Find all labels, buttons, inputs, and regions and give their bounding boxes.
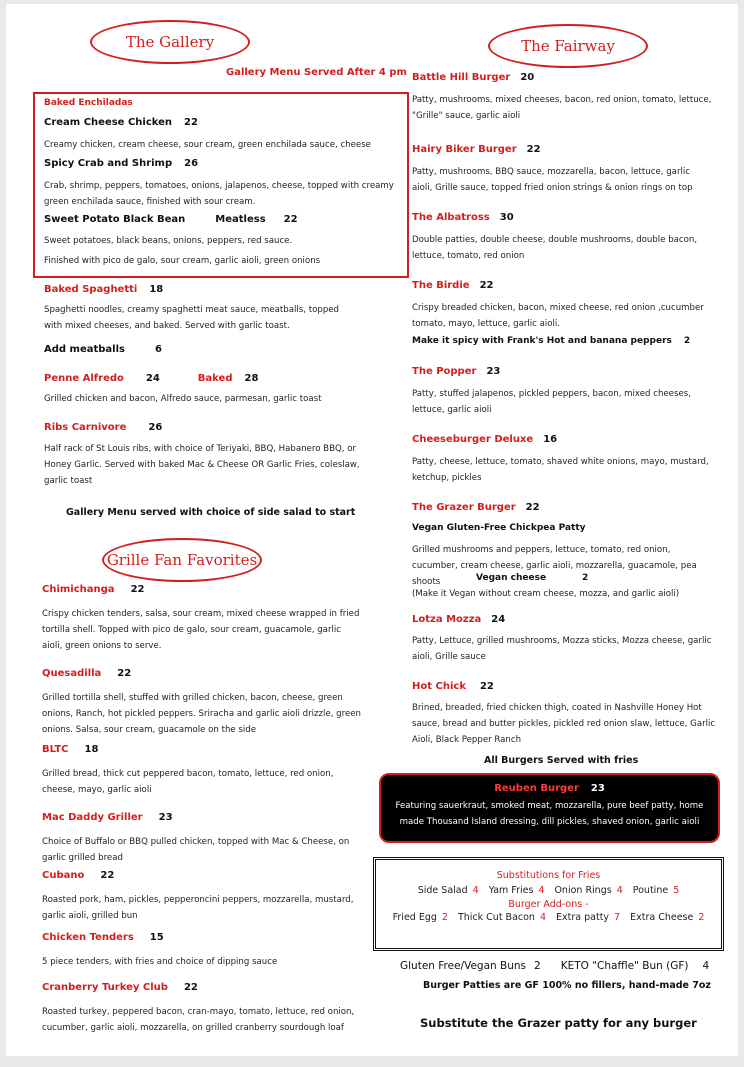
item-price: 22 xyxy=(183,982,198,993)
item-desc: Patty, Lettuce, grilled mushrooms, Mozza sticks, Mozza cheese, garlic aioli, Grille sauce xyxy=(412,636,712,662)
item-name: Spicy Crab and Shrimp 26 xyxy=(44,158,199,169)
reuben-box xyxy=(379,773,720,843)
item-desc: Choice of Buffalo or BBQ pulled chicken, topped with Mac & Cheese, on garlic grilled bread xyxy=(42,837,350,863)
item-name: Baked Spaghetti 18 xyxy=(44,284,164,295)
item-price: 22 xyxy=(117,668,132,679)
item-desc: Double patties, double cheese, double mushrooms, double bacon, lettuce, tomato, red onion xyxy=(412,235,698,261)
option-price: 7 xyxy=(614,912,621,923)
item-name: Sweet Potato Black Bean Meatless 22 xyxy=(44,214,298,225)
option-label: Extra Cheese xyxy=(630,912,694,923)
item-name xyxy=(42,870,114,881)
fairway-title: The Fairway xyxy=(488,24,648,68)
option-label: Thick Cut Bacon xyxy=(457,912,535,923)
option-price: 4 xyxy=(538,885,545,896)
item-sub: Vegan Gluten-Free Chickpea Patty xyxy=(412,523,586,533)
item-desc: Grilled tortilla shell, stuffed with grilled chicken, bacon, cheese, green onions, Ranch, hot pickled peppers. Sriracha and garlic aioli drizzle, green onions. Salsa, sour cream, guacamole on the side xyxy=(42,693,361,735)
fries-note: All Burgers Served with fries xyxy=(484,755,639,766)
item-name-label: The Birdie xyxy=(412,280,470,291)
item-desc: Brined, breaded, fried chicken thigh, coated in Nashville Honey Hot sauce, bread and butter pickles, pickled red onion slaw, lettuce, Garlic Aioli, Black Pepper Ranch xyxy=(412,703,716,745)
item-price: 18 xyxy=(84,744,99,755)
item-price: 22 xyxy=(525,502,540,513)
item-desc: Spaghetti noodles, creamy spaghetti meat sauce, meatballs, topped with mixed cheeses, and baked. Served with garlic toast. xyxy=(44,305,340,331)
item-desc: Roasted pork, ham, pickles, pepperoncini peppers, mozzarella, mustard, garlic aioli, grilled bun xyxy=(42,895,354,921)
vegan-label: Vegan cheese xyxy=(476,573,547,583)
gallery-served-note: Gallery Menu Served After 4 pm xyxy=(226,67,407,78)
item-name xyxy=(42,668,131,679)
item-price: 23 xyxy=(158,812,173,823)
item-name-label: Quesadilla xyxy=(42,668,102,679)
item-name: Cream Cheese Chicken 22 xyxy=(44,117,198,128)
reuben-price: 23 xyxy=(590,783,605,794)
option-price: 2 xyxy=(698,912,705,923)
option-label: Onion Rings xyxy=(554,885,612,896)
item-price: 30 xyxy=(499,212,514,223)
item-name: Penne Alfredo 24 Baked 28 xyxy=(44,373,259,384)
item-desc: Crispy breaded chicken, bacon, mixed cheese, red onion ,cucumber tomato, mayo, lettuce, garlic aioli. xyxy=(412,303,704,329)
option-price: 4 xyxy=(539,912,547,923)
reuben-name: Reuben Burger xyxy=(494,783,579,794)
item-desc: Half rack of St Louis ribs, with choice of Teriyaki, BBQ, Habanero BBQ, or Honey Garlic. Served with baked Mac & Cheese OR Garlic Fries, coleslaw, garlic toast xyxy=(44,444,360,486)
birdie-addon xyxy=(412,336,690,346)
option-price: 2 xyxy=(441,912,448,923)
item-name-label: Mac Daddy Griller xyxy=(42,812,143,823)
item-desc: Sweet potatoes, black beans, onions, peppers, red sauce. xyxy=(44,236,293,246)
item-price: 24 xyxy=(491,614,506,625)
item-desc: Crispy chicken tenders, salsa, sour cream, mixed cheese wrapped in fried tortilla shell. Topped with pico de galo, sour cream, guacamole, garlic aioli, green onions to serve. xyxy=(42,609,360,651)
item-name-label: Chicken Tenders xyxy=(42,932,134,943)
item-name-label: Battle Hill Burger xyxy=(412,72,511,83)
item-desc: Creamy chicken, cream cheese, sour cream, green enchilada sauce, cheese xyxy=(44,140,371,150)
grille-title: Grille Fan Favorites xyxy=(102,538,262,582)
gallery-footer: Gallery Menu served with choice of side salad to start xyxy=(66,507,356,518)
reuben-desc: Featuring sauerkraut, smoked meat, mozzarella, pure beef patty, home made Thousand Island dressing, dill pickles, shaved onion, garlic aioli xyxy=(395,801,704,827)
item-price: 23 xyxy=(486,366,501,377)
subs-row xyxy=(376,883,721,899)
option-label: Yam Fries xyxy=(488,885,534,896)
item-name xyxy=(412,280,493,291)
item-desc: Grilled chicken and bacon, Alfredo sauce, parmesan, garlic toast xyxy=(44,394,322,404)
item-name xyxy=(412,366,500,377)
item-name xyxy=(42,982,198,993)
option-label: Poutine xyxy=(632,885,669,896)
item-name xyxy=(42,812,173,823)
item-price: 16 xyxy=(543,434,558,445)
item-desc: Patty, mushrooms, mixed cheeses, bacon, red onion, tomato, lettuce, "Grille" sauce, garlic aioli xyxy=(412,95,712,121)
substitutions-box xyxy=(373,857,724,951)
gallery-title: The Gallery xyxy=(90,20,250,64)
vegan-cheese xyxy=(476,573,588,583)
item-name xyxy=(412,502,540,513)
item-desc: Finished with pico de galo, sour cream, garlic aioli, green onions xyxy=(44,256,321,266)
patties-line: Burger Patties are GF 100% no fillers, hand-made 7oz xyxy=(423,980,711,991)
item-price: 22 xyxy=(130,584,145,595)
item-addon: Add meatballs 6 xyxy=(44,344,162,355)
item-name xyxy=(42,584,144,595)
item-desc: Grilled mushrooms and peppers, lettuce, tomato, red onion, cucumber, cream cheese, garlic aioli, mozzarella, guacamole, pea shoots xyxy=(412,545,697,587)
item-name-label: Chimichanga xyxy=(42,584,115,595)
grazer-sub-line: Substitute the Grazer patty for any burger xyxy=(420,1016,697,1030)
item-desc: Crab, shrimp, peppers, tomatoes, onions, jalapenos, cheese, topped with creamy green enchilada sauce, finished with sour cream. xyxy=(44,181,394,207)
item-desc: Roasted turkey, peppered bacon, cran-mayo, tomato, lettuce, red onion, cucumber, garlic aioli, mozzarella, on grilled cranberry sourdough loaf xyxy=(42,1007,355,1033)
addon-label: Make it spicy with Frank's Hot and banana peppers xyxy=(412,336,672,346)
item-desc: Grilled bread, thick cut peppered bacon, tomato, lettuce, red onion, cheese, mayo, garlic aioli xyxy=(42,769,334,795)
option-label: Extra patty xyxy=(556,912,610,923)
item-name xyxy=(42,932,164,943)
item-name-label: BLTC xyxy=(42,744,69,755)
item-name xyxy=(42,744,98,755)
addons-row xyxy=(376,910,721,926)
item-note: (Make it Vegan without cream cheese, mozza, and garlic aioli) xyxy=(412,589,680,599)
item-price: 22 xyxy=(526,144,541,155)
menu-page xyxy=(6,4,738,1056)
addons-title: Burger Add-ons - xyxy=(508,899,589,910)
item-name xyxy=(412,72,534,83)
item-price: 22 xyxy=(479,280,494,291)
item-price: 15 xyxy=(149,932,164,943)
item-name-label: The Grazer Burger xyxy=(412,502,516,513)
option-price: 5 xyxy=(673,885,680,896)
subs-title: Substitutions for Fries xyxy=(496,870,601,881)
option-label: Side Salad xyxy=(417,885,468,896)
enchiladas-header: Baked Enchiladas xyxy=(44,98,133,108)
item-name-label: The Albatross xyxy=(412,212,490,223)
item-name-label: Cranberry Turkey Club xyxy=(42,982,168,993)
item-name xyxy=(412,144,541,155)
item-name-label: The Popper xyxy=(412,366,477,377)
item-name-label: Lotza Mozza xyxy=(412,614,482,625)
item-name xyxy=(412,434,557,445)
vegan-price: 2 xyxy=(582,573,589,583)
item-name-label: Cubano xyxy=(42,870,85,881)
item-price: 22 xyxy=(479,681,494,692)
item-name-label: Cheeseburger Deluxe xyxy=(412,434,534,445)
item-name-label: Hot Chick xyxy=(412,681,466,692)
item-desc: Patty, mushrooms, BBQ sauce, mozzarella, bacon, lettuce, garlic aioli, Grille sauce, topped fried onion strings & onion rings on top xyxy=(412,167,693,193)
item-name-label: Hairy Biker Burger xyxy=(412,144,517,155)
option-price: 4 xyxy=(616,885,623,896)
item-price: 20 xyxy=(520,72,535,83)
option-label: Fried Egg xyxy=(392,912,437,923)
item-name: Ribs Carnivore 26 xyxy=(44,422,163,433)
item-name xyxy=(412,212,514,223)
item-desc: 5 piece tenders, with fries and choice of dipping sauce xyxy=(42,957,278,967)
item-desc: Patty, cheese, lettuce, tomato, shaved white onions, mayo, mustard, ketchup, pickles xyxy=(412,457,709,483)
item-desc: Patty, stuffed jalapenos, pickled peppers, bacon, mixed cheeses, lettuce, garlic aioli xyxy=(412,389,691,415)
item-name xyxy=(412,681,494,692)
option-price: 4 xyxy=(472,885,479,896)
addon-price: 2 xyxy=(683,336,691,346)
gf-line: Gluten Free/Vegan Buns 2 KETO "Chaffle" Bun (GF) 4 xyxy=(400,960,710,972)
item-name xyxy=(412,614,505,625)
item-price: 22 xyxy=(100,870,115,881)
